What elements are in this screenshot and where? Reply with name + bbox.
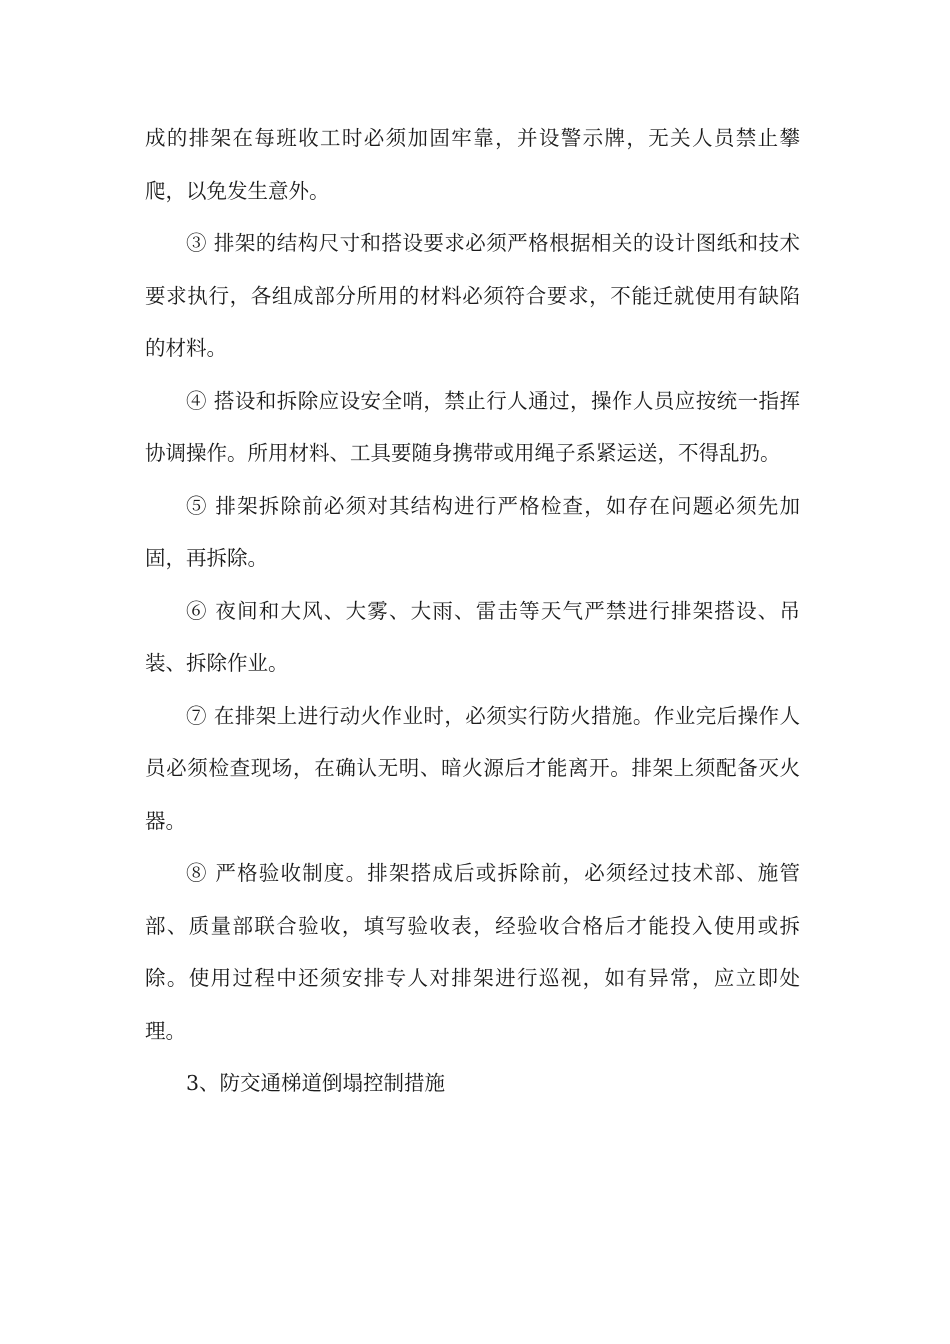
paragraph-item-7: ⑦ 在排架上进行动火作业时，必须实行防火措施。作业完后操作人员必须检查现场，在确认无明、暗火源后才能离开。排架上须配备灭火器。 bbox=[145, 703, 800, 833]
paragraph-item-5: ⑤ 排架拆除前必须对其结构进行严格检查，如存在问题必须先加固，再拆除。 bbox=[145, 493, 800, 570]
paragraph-item-6: ⑥ 夜间和大风、大雾、大雨、雷击等天气严禁进行排架搭设、吊装、拆除作业。 bbox=[145, 598, 800, 675]
paragraph-item-3: ③ 排架的结构尺寸和搭设要求必须严格根据相关的设计图纸和技术要求执行，各组成部分所用的材料必须符合要求，不能迁就使用有缺陷的材料。 bbox=[145, 231, 800, 360]
paragraph-continued: 成的排架在每班收工时必须加固牢靠，并设警示牌，无关人员禁止攀爬，以免发生意外。 bbox=[145, 126, 800, 203]
paragraph-item-8: ⑧ 严格验收制度。排架搭成后或拆除前，必须经过技术部、施管部、质量部联合验收，填写验收表，经验收合格后才能投入使用或拆除。使用过程中还须安排专人对排架进行巡视，如有异常，应立即处理。 bbox=[145, 861, 800, 1043]
document-body bbox=[145, 112, 800, 1110]
section-heading: 3、防交通梯道倒塌控制措施 bbox=[186, 1071, 446, 1095]
paragraph-item-4: ④ 搭设和拆除应设安全哨，禁止行人通过，操作人员应按统一指挥协调操作。所用材料、工具要随身携带或用绳子系紧运送，不得乱扔。 bbox=[145, 388, 800, 465]
